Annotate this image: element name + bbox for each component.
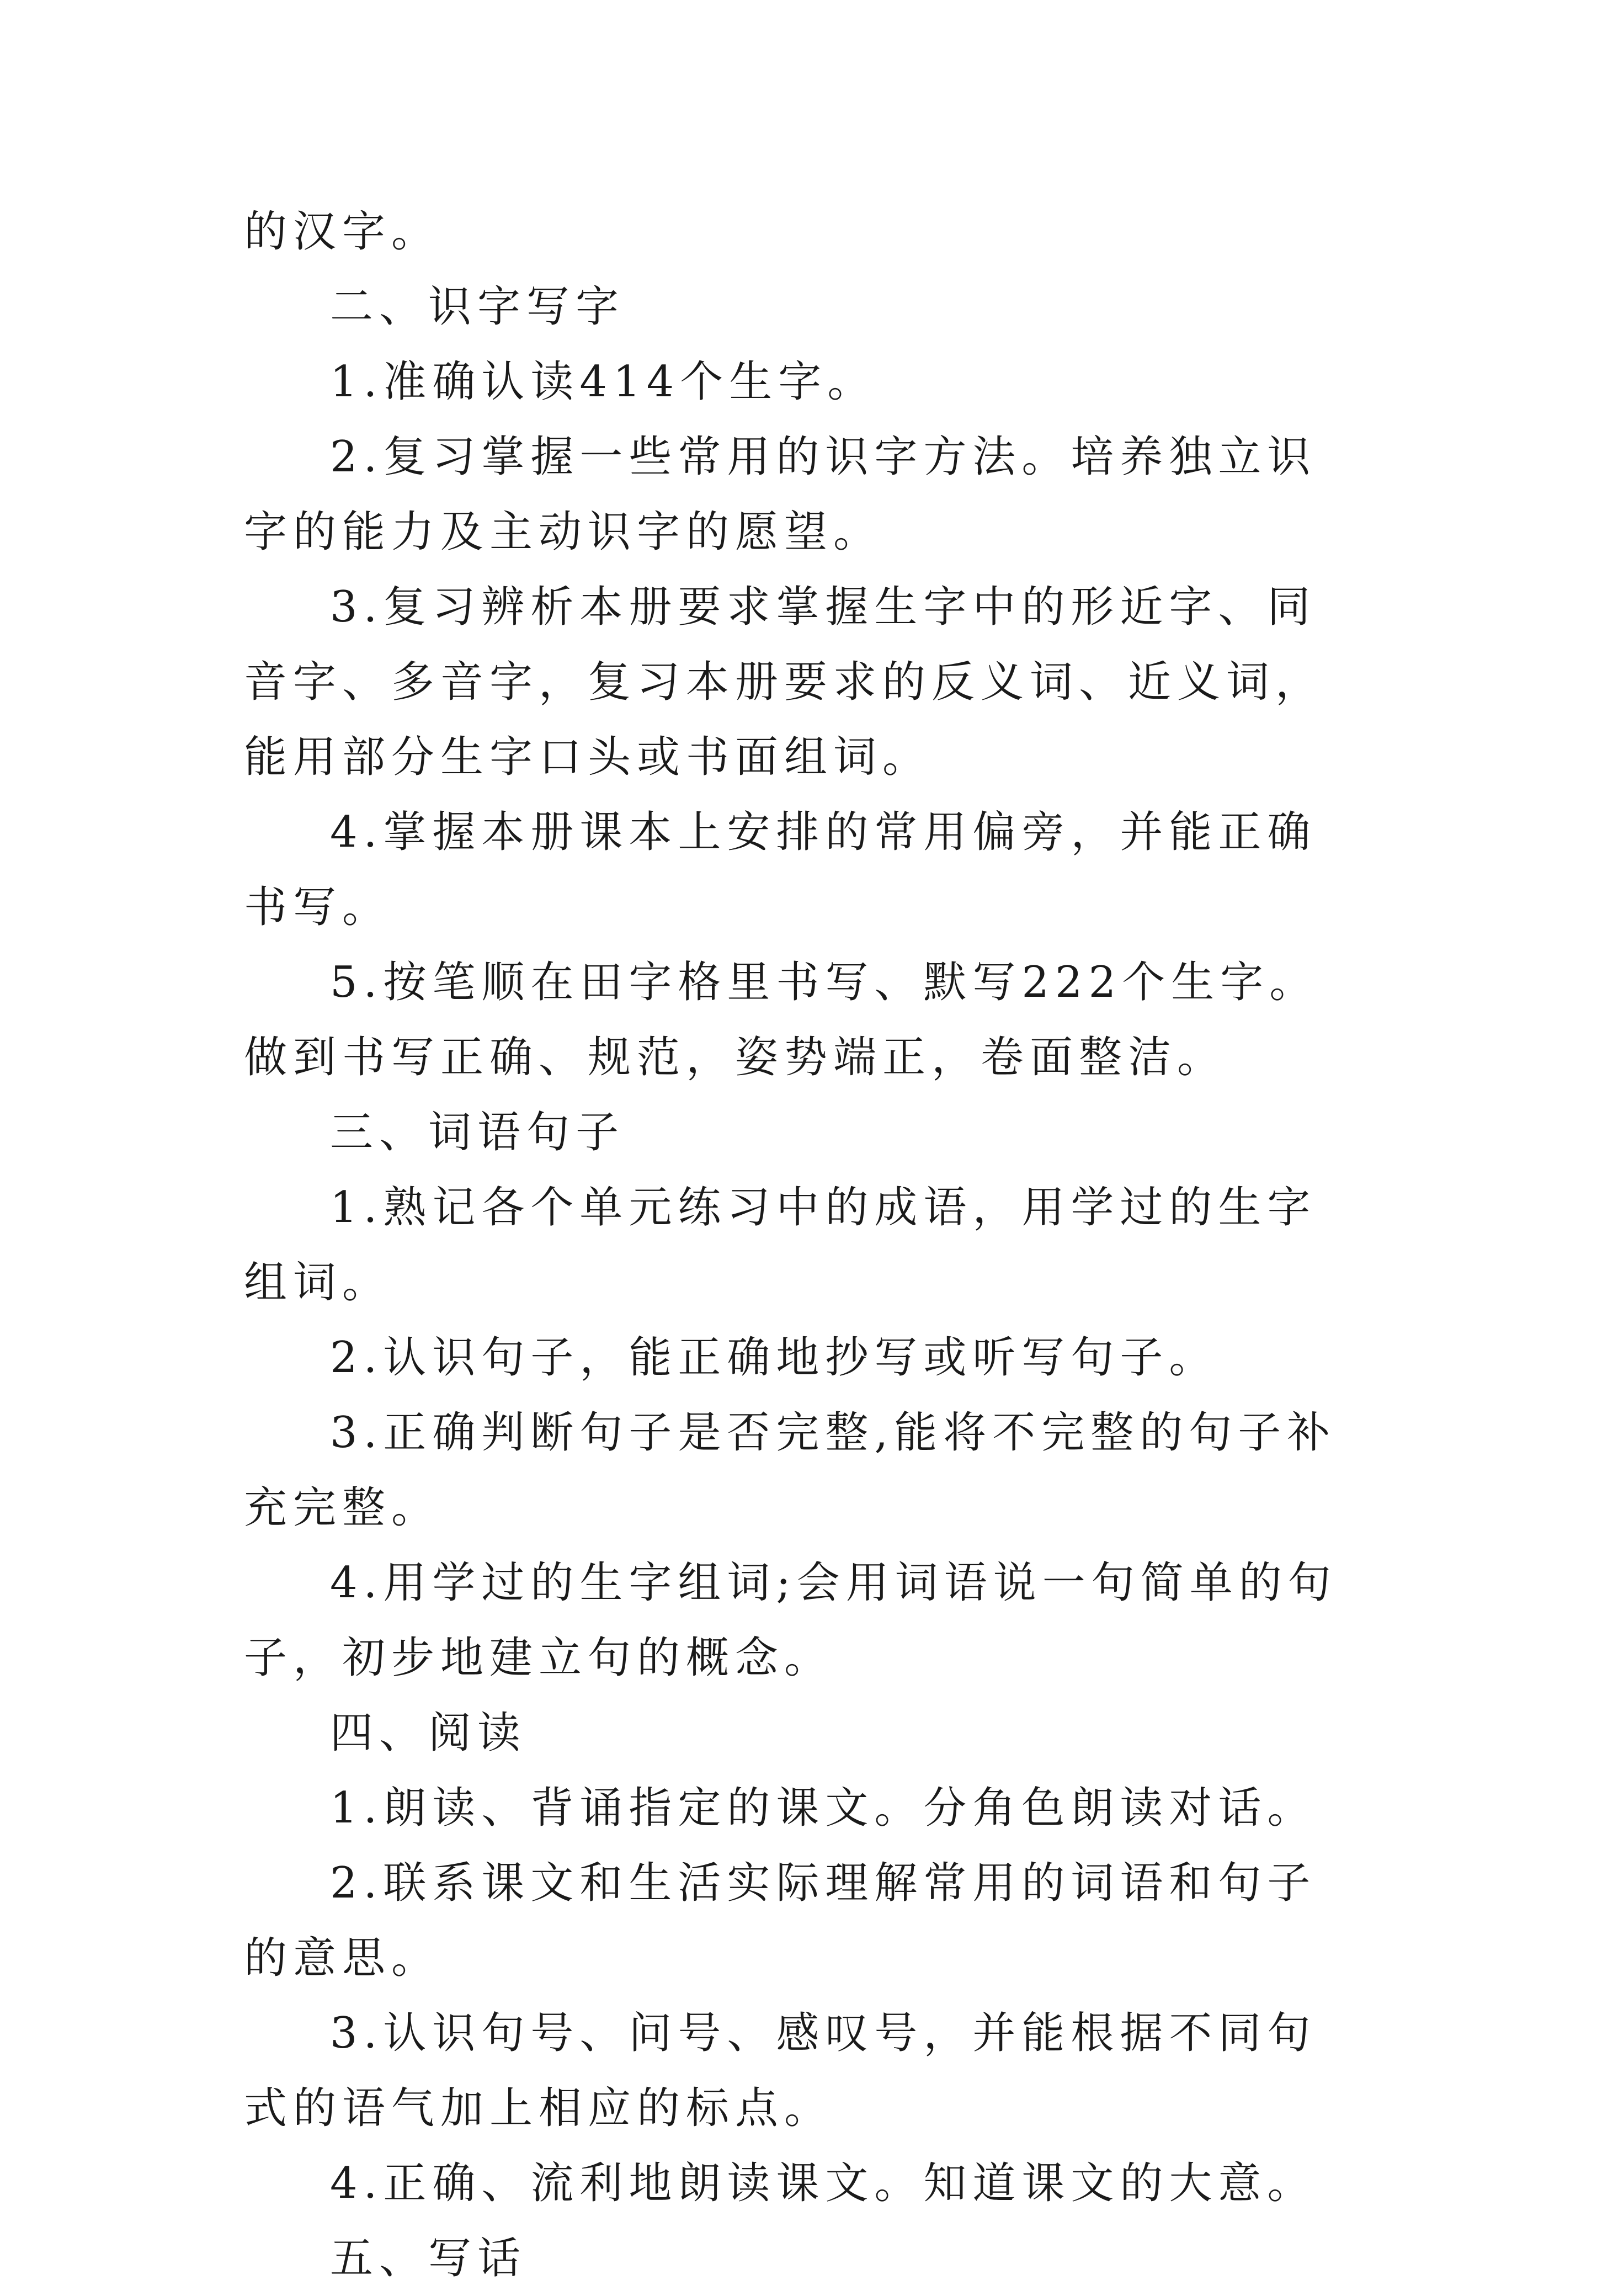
paragraph-item: 1.朗读、背诵指定的课文。分角色朗读对话。	[330, 1783, 1317, 1833]
section-heading-words-sentences: 三、词语句子	[330, 1108, 625, 1157]
paragraph-item: 1.熟记各个单元练习中的成语，用学过的生字组词。	[244, 1183, 1317, 1308]
paragraph-item: 3.复习辨析本册要求掌握生字中的形近字、同音字、多音字，复习本册要求的反义词、近义词，能用部分生字口头或书面组词。	[244, 582, 1325, 782]
paragraph-item: 2.复习掌握一些常用的识字方法。培养独立识字的能力及主动识字的愿望。	[244, 432, 1317, 557]
section-heading-writing: 五、写话	[330, 2234, 527, 2283]
paragraph-item: 4.用学过的生字组词;会用词语说一句简单的句子，初步地建立句的概念。	[244, 1558, 1337, 1683]
paragraph-item: 2.认识句子，能正确地抄写或听写句子。	[330, 1333, 1218, 1383]
paragraph-item: 5.按笔顺在田字格里书写、默写222个生字。做到书写正确、规范，姿势端正，卷面整洁。	[244, 958, 1319, 1082]
paragraph-item: 3.认识句号、问号、感叹号，并能根据不同句式的语气加上相应的标点。	[244, 2008, 1317, 2133]
section-heading-reading: 四、阅读	[330, 1708, 527, 1758]
paragraph-item: 4.正确、流利地朗读课文。知道课文的大意。	[330, 2159, 1317, 2208]
paragraph-item: 2.联系课文和生活实际理解常用的词语和句子的意思。	[244, 1858, 1317, 1983]
paragraph-continuation: 的汉字。	[244, 207, 441, 257]
paragraph-item: 4.掌握本册课本上安排的常用偏旁，并能正确书写。	[244, 807, 1317, 932]
section-heading-literacy: 二、识字写字	[330, 282, 625, 332]
paragraph-item: 1.准确认读414个生字。	[330, 357, 877, 407]
paragraph-item: 3.正确判断句子是否完整,能将不完整的句子补充完整。	[244, 1408, 1337, 1533]
document-body	[244, 194, 1359, 2296]
